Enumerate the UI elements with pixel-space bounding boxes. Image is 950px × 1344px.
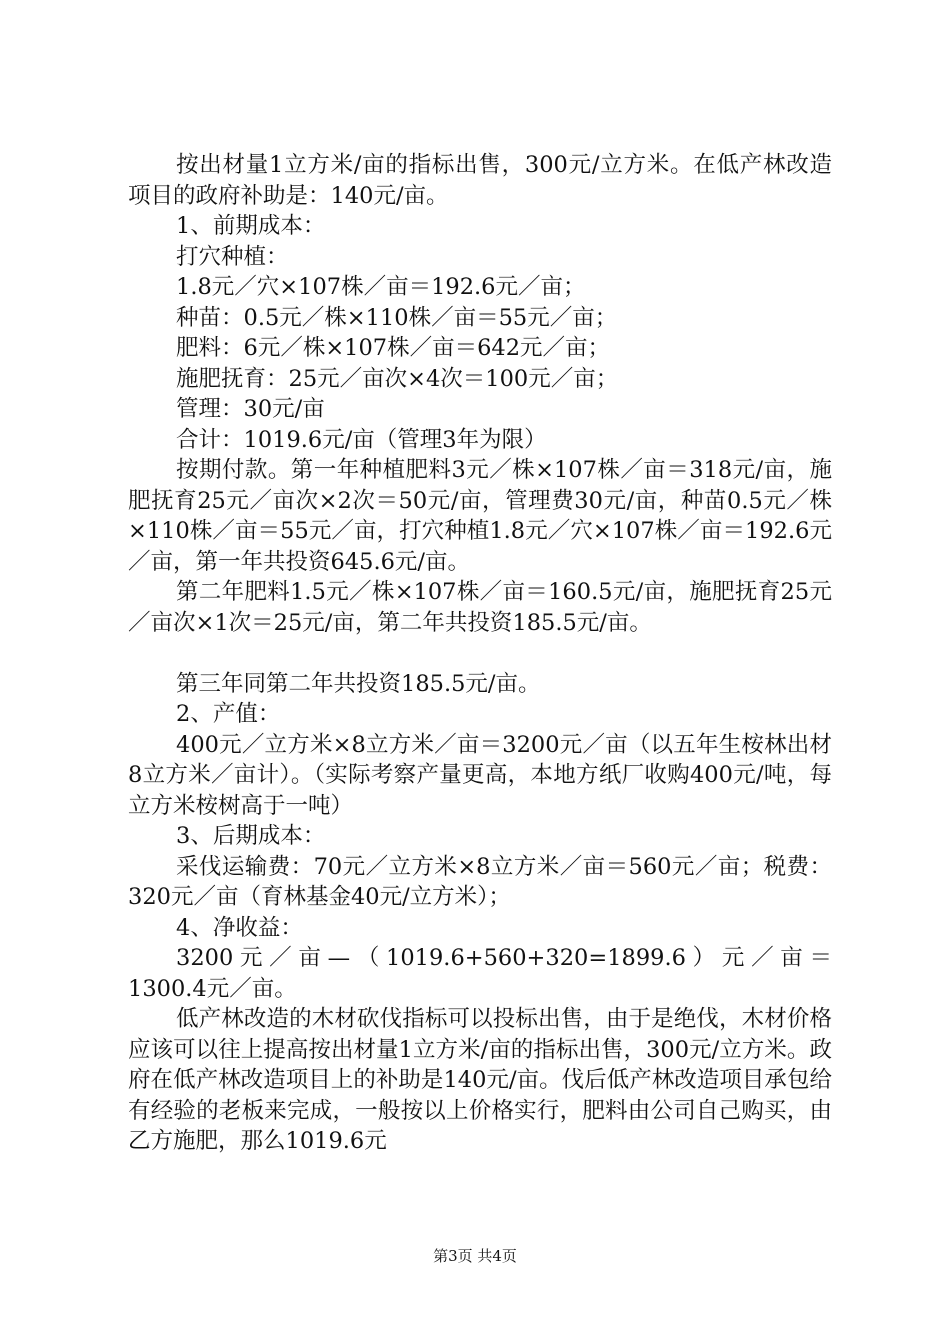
heading-net-income: 4、净收益： xyxy=(176,914,303,941)
document-body xyxy=(128,150,832,1157)
page-footer xyxy=(0,1245,950,1266)
item-management-cost: 管理：30元/亩 xyxy=(176,396,325,422)
paragraph-net-income: 3200元／亩—（1019.6+560+320=1899.6）元／亩＝1300.4元／亩。 xyxy=(128,945,832,1002)
paragraph-sale-price: 按出材量1立方米/亩的指标出售，300元/立方米。在低产林改造项目的政府补助是：140元/亩。 xyxy=(128,152,832,209)
paragraph-logging-quota: 低产林改造的木材砍伐指标可以投标出售，由于是绝伐，木材价格应该可以往上提高按出材量1立方米/亩的指标出售，300元/立方米。政府在低产林改造项目上的补助是140元/亩。伐后低产林改造项目承包给有经验的老板来完成，一般按以上价格实行，肥料由公司自己购买，由乙方施肥，那么1019.6元 xyxy=(128,1006,832,1154)
item-tending-cost: 施肥抚育：25元／亩次×4次＝100元／亩； xyxy=(176,365,619,392)
heading-later-cost: 3、后期成本： xyxy=(176,823,326,849)
item-planting-cost: 1.8元／穴×107株／亩＝192.6元／亩； xyxy=(176,274,586,300)
blank-line xyxy=(128,638,832,669)
item-total-cost: 合计：1019.6元/亩（管理3年为限） xyxy=(176,426,547,453)
page-number: 第3页 共4页 xyxy=(433,1247,517,1265)
paragraph-first-year: 按期付款。第一年种植肥料3元／株×107株／亩＝318元/亩，施肥抚育25元／亩次×2次＝50元/亩，管理费30元/亩，种苗0.5元／株×110株／亩＝55元／亩，打穴种植1.8元／穴×107株／亩＝192.6元／亩，第一年共投资645.6元/亩。 xyxy=(128,457,832,575)
item-planting-label: 打穴种植： xyxy=(176,243,289,270)
heading-output-value: 2、产值： xyxy=(176,701,281,727)
paragraph-later-cost: 采伐运输费：70元／立方米×8立方米／亩＝560元／亩；税费：320元／亩（育林基金40元/立方米）； xyxy=(128,853,832,910)
paragraph-output-value: 400元／立方米×8立方米／亩＝3200元／亩（以五年生桉林出材8立方米／亩计）。（实际考察产量更高，本地方纸厂收购400元/吨，每立方米桉树高于一吨） xyxy=(128,731,832,819)
paragraph-second-year: 第二年肥料1.5元／株×107株／亩＝160.5元/亩，施肥抚育25元／亩次×1次＝25元/亩，第二年共投资185.5元/亩。 xyxy=(128,579,832,636)
heading-early-cost: 1、前期成本： xyxy=(176,213,326,239)
item-seedling-cost: 种苗：0.5元／株×110株／亩＝55元／亩； xyxy=(176,304,618,331)
paragraph-third-year: 第三年同第二年共投资185.5元/亩。 xyxy=(176,670,541,697)
item-fertilizer-cost: 肥料：6元／株×107株／亩＝642元／亩； xyxy=(176,335,611,361)
